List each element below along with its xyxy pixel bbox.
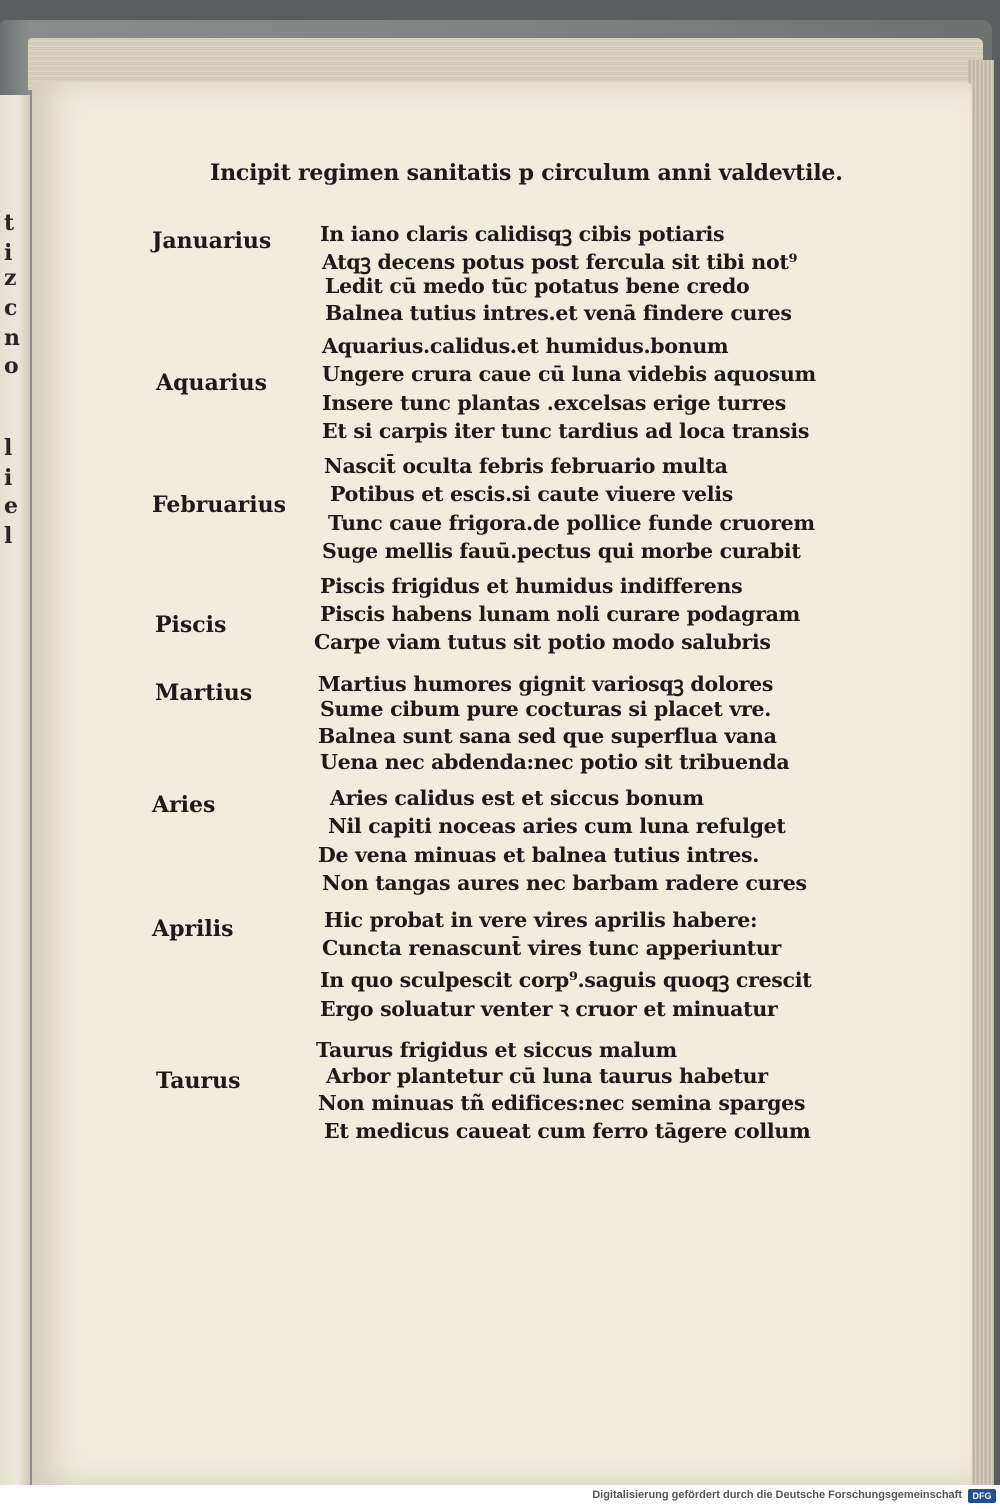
left-page-glyph: i (4, 240, 13, 266)
left-page-glyph: e (4, 493, 18, 519)
verse-line: Aries calidus est et siccus bonum (330, 786, 704, 810)
footer-bar (0, 1485, 1000, 1509)
verse-line: Balnea tutius intres.et venā findere cures (325, 301, 792, 325)
verse-line: Ungere crura caue cū luna videbis aquosum (322, 362, 816, 386)
verse-line: Nascit̄ oculta febris februario multa (324, 454, 728, 478)
month-label: Januarius (152, 228, 272, 254)
month-label: Aries (152, 792, 216, 818)
verse-line: Ledit cū medo tūc potatus bene credo (325, 274, 750, 298)
verse-line: Potibus et escis.si caute viuere velis (330, 482, 733, 506)
verse-line: Ergo soluatur venter ꝛ cruor et minuatur (320, 997, 778, 1021)
verse-line: Atqꝫ decens potus post fercula sit tibi not⁹ (322, 250, 798, 274)
verse-line: Martius humores gignit variosqꝫ dolores (318, 672, 774, 696)
verse-line: Sume cibum pure cocturas si placet vre. (320, 697, 772, 721)
page-title: Incipit regimen sanitatis p circulum anni valdevtile. (210, 160, 843, 186)
left-facing-page (0, 95, 30, 1485)
verse-line: Nil capiti noceas aries cum luna refulget (328, 814, 786, 838)
left-page-glyph: o (4, 353, 19, 379)
verse-line: Cuncta renascunt̄ vires tunc apperiuntur (322, 936, 781, 960)
left-page-glyph: i (4, 465, 13, 491)
verse-line: Aquarius.calidus.et humidus.bonum (322, 334, 729, 358)
month-label: Piscis (155, 612, 227, 638)
left-page-glyph: z (4, 265, 17, 291)
verse-line: Piscis habens lunam noli curare podagram (320, 602, 801, 626)
month-label: Februarius (152, 492, 286, 518)
verse-line: In quo sculpescit corp⁹.saguis quoqꝫ crescit (320, 968, 812, 992)
left-page-glyph: l (4, 523, 13, 549)
verse-line: Hic probat in vere vires aprilis habere: (324, 908, 758, 932)
verse-line: Taurus frigidus et siccus malum (316, 1038, 677, 1062)
month-label: Aprilis (152, 916, 234, 942)
left-page-glyph: t (4, 210, 15, 236)
left-page-glyph: n (4, 325, 20, 351)
verse-line: In iano claris calidisqꝫ cibis potiaris (320, 222, 725, 246)
verse-line: Piscis frigidus et humidus indifferens (320, 574, 743, 598)
footer-credit: Digitalisierung gefördert durch die Deutsche Forschungsgemeinschaft (592, 1489, 962, 1501)
verse-line: De vena minuas et balnea tutius intres. (318, 843, 760, 867)
left-page-glyph: l (4, 435, 13, 461)
verse-line: Et medicus caueat cum ferro tāgere collum (324, 1119, 811, 1143)
verse-line: Tunc caue frigora.de pollice funde cruorem (328, 511, 815, 535)
dfg-logo: DFG (968, 1489, 996, 1503)
left-page-glyph: c (4, 295, 18, 321)
verse-line: Insere tunc plantas .excelsas erige turres (322, 391, 787, 415)
verse-line: Balnea sunt sana sed que superflua vana (318, 724, 777, 748)
month-label: Aquarius (156, 370, 268, 396)
verse-line: Non minuas tñ edifices:nec semina sparges (318, 1091, 806, 1115)
verse-line: Arbor plantetur cū luna taurus habetur (326, 1064, 768, 1088)
month-label: Martius (155, 680, 253, 706)
verse-line: Carpe viam tutus sit potio modo salubris (314, 630, 771, 654)
month-label: Taurus (156, 1068, 241, 1094)
verse-line: Suge mellis fauū.pectus qui morbe curabit (322, 539, 801, 563)
verse-line: Non tangas aures nec barbam radere cures (322, 871, 807, 895)
verse-line: Uena nec abdenda:nec potio sit tribuenda (320, 750, 790, 774)
verse-line: Et si carpis iter tunc tardius ad loca transis (322, 419, 810, 443)
